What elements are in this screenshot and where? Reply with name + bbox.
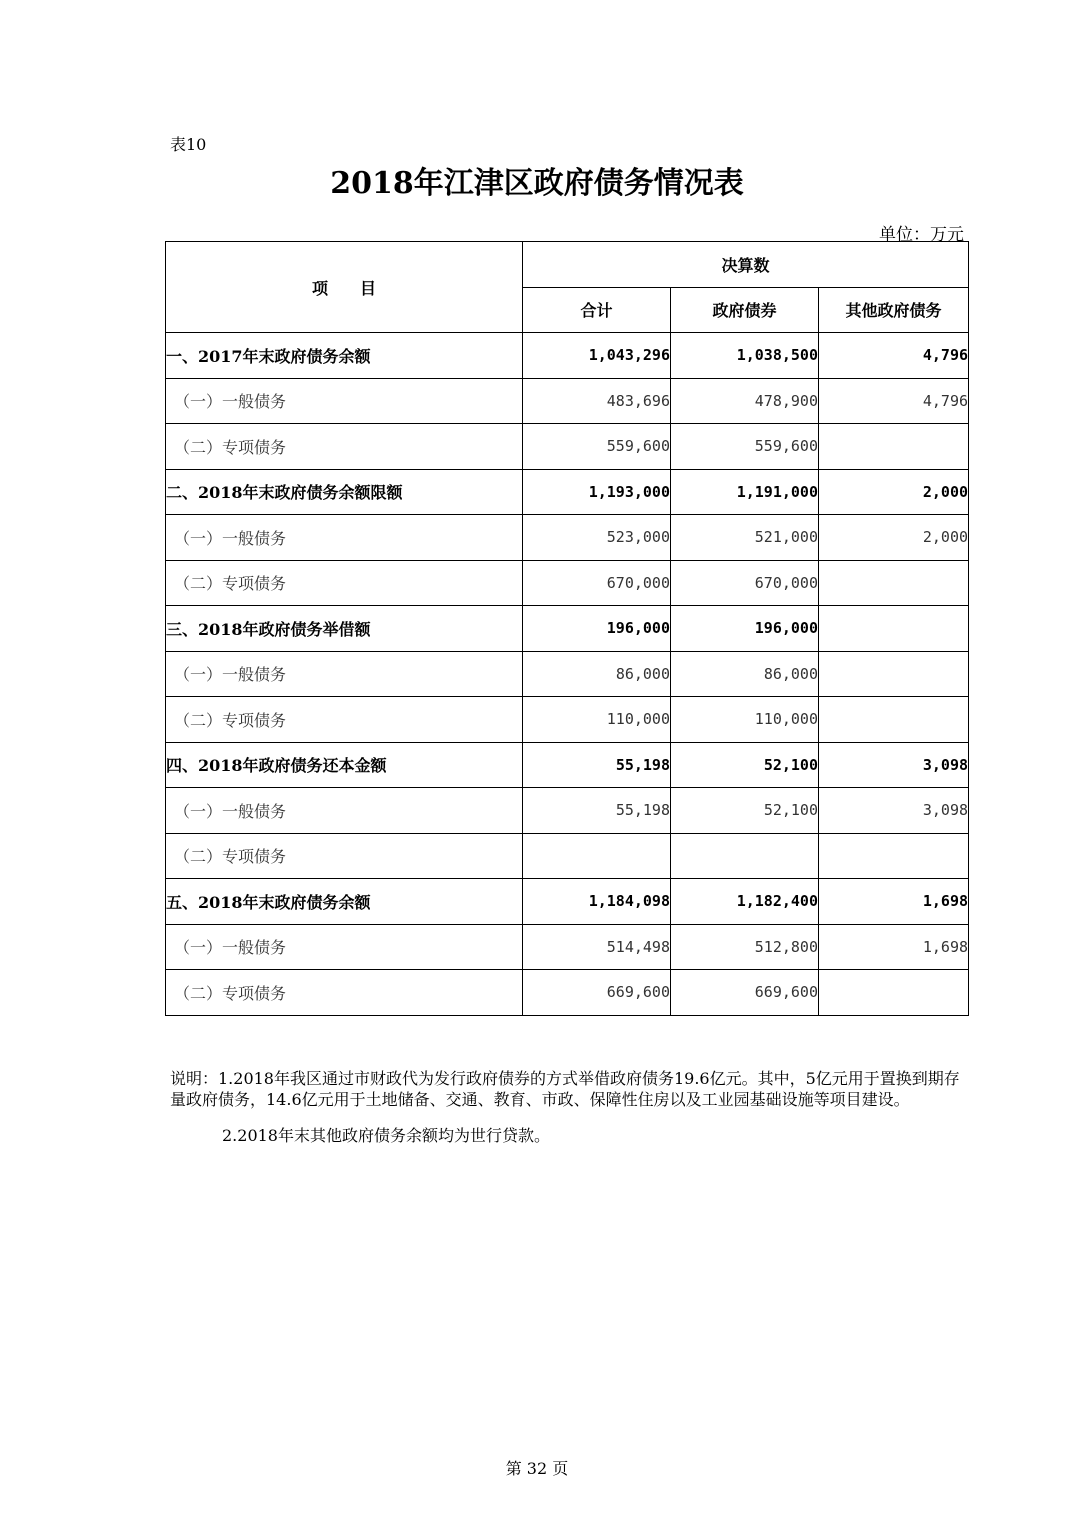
row-total: 86,000 [523,651,671,697]
unit-label: 单位：万元 [879,225,964,245]
row-gov-bonds: 478,900 [671,378,819,424]
header-gov-bonds: 政府债券 [671,287,819,333]
row-total: 670,000 [523,560,671,606]
header-total: 合计 [523,287,671,333]
row-gov-bonds: 196,000 [671,606,819,652]
row-total: 196,000 [523,606,671,652]
row-gov-bonds: 521,000 [671,515,819,561]
row-gov-bonds: 670,000 [671,560,819,606]
row-other-debt [819,651,969,697]
table-label: 表10 [170,135,207,154]
row-total: 55,198 [523,742,671,788]
row-total: 1,193,000 [523,469,671,515]
table-row [166,333,969,379]
row-label: （二）专项债务 [166,970,523,1016]
header-item: 项 目 [166,242,523,333]
row-gov-bonds: 559,600 [671,424,819,470]
row-total: 669,600 [523,970,671,1016]
row-other-debt: 2,000 [819,469,969,515]
table-row [166,469,969,515]
row-label: 一、2017年末政府债务余额 [166,333,523,379]
row-label: （一）一般债务 [166,515,523,561]
row-gov-bonds: 52,100 [671,788,819,834]
table-row [166,742,969,788]
row-label: （二）专项债务 [166,833,523,879]
table-row [166,697,969,743]
row-total: 523,000 [523,515,671,561]
table-row [166,606,969,652]
table-row [166,378,969,424]
row-gov-bonds [671,833,819,879]
row-label: （一）一般债务 [166,378,523,424]
table-row [166,970,969,1016]
row-other-debt: 3,098 [819,788,969,834]
table-row [166,651,969,697]
header-other-debt: 其他政府债务 [819,287,969,333]
row-label: （二）专项债务 [166,560,523,606]
row-total: 483,696 [523,378,671,424]
row-label: （一）一般债务 [166,788,523,834]
row-label: （一）一般债务 [166,924,523,970]
table-row [166,515,969,561]
page-title: 2018年江津区政府债务情况表 [330,166,744,201]
header-final-accounts: 决算数 [523,242,969,288]
row-other-debt: 1,698 [819,879,969,925]
row-other-debt: 4,796 [819,333,969,379]
table-row [166,924,969,970]
row-total: 1,184,098 [523,879,671,925]
row-gov-bonds: 86,000 [671,651,819,697]
row-other-debt: 1,698 [819,924,969,970]
row-other-debt: 2,000 [819,515,969,561]
row-other-debt [819,424,969,470]
table-row [166,788,969,834]
row-total: 514,498 [523,924,671,970]
row-gov-bonds: 1,038,500 [671,333,819,379]
row-label: 四、2018年政府债务还本金额 [166,742,523,788]
row-other-debt [819,833,969,879]
row-label: （一）一般债务 [166,651,523,697]
note-1: 说明：1.2018年我区通过市财政代为发行政府债券的方式举借政府债务19.6亿元。其中，5亿元用于置换到期存量政府债务，14.6亿元用于土地储备、交通、教育、市政、保障性住房以及工业园基础设施等项目建设。 [170,1069,960,1109]
row-total: 1,043,296 [523,333,671,379]
row-gov-bonds: 669,600 [671,970,819,1016]
row-gov-bonds: 512,800 [671,924,819,970]
note-2: 2.2018年末其他政府债务余额均为世行贷款。 [222,1126,550,1145]
debt-table [165,241,969,1016]
table-row [166,879,969,925]
row-total [523,833,671,879]
row-other-debt [819,560,969,606]
row-other-debt [819,606,969,652]
row-label: 二、2018年末政府债务余额限额 [166,469,523,515]
table-row [166,560,969,606]
row-total: 110,000 [523,697,671,743]
row-gov-bonds: 1,182,400 [671,879,819,925]
notes [170,1068,970,1146]
row-other-debt [819,970,969,1016]
row-label: 五、2018年末政府债务余额 [166,879,523,925]
row-total: 55,198 [523,788,671,834]
row-other-debt: 4,796 [819,378,969,424]
row-other-debt: 3,098 [819,742,969,788]
row-label: （二）专项债务 [166,424,523,470]
row-total: 559,600 [523,424,671,470]
row-gov-bonds: 1,191,000 [671,469,819,515]
table-row [166,424,969,470]
row-other-debt [819,697,969,743]
row-gov-bonds: 110,000 [671,697,819,743]
row-label: （二）专项债务 [166,697,523,743]
table-body [166,333,969,1016]
row-gov-bonds: 52,100 [671,742,819,788]
table-row [166,833,969,879]
page-number: 第 32 页 [505,1459,569,1478]
row-label: 三、2018年政府债务举借额 [166,606,523,652]
